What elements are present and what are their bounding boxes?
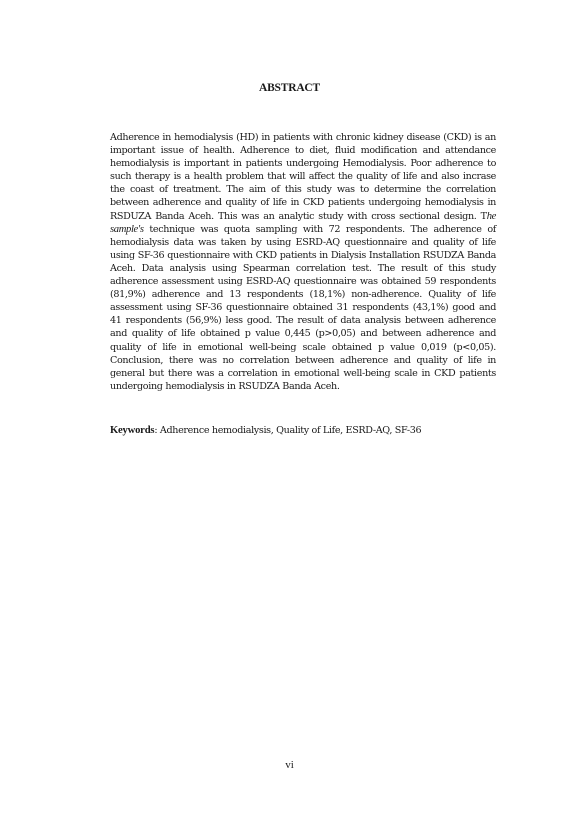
keywords-line <box>110 424 496 437</box>
abstract-body <box>110 131 496 393</box>
abstract-title: ABSTRACT <box>258 82 321 94</box>
abstract-text-part-1: Adherence in hemodialysis (HD) in patients with chronic kidney disease (CKD) is an important issue of health. Adherence to diet, fluid modification and attendance hemodialysis is important in patients undergoing Hemodialysis. Poor adherence to such therapy is a health problem that will affect the quality of life and also incrase the coast of treatment. The aim of this study was to determine the correlation between adherence and quality of life in CKD patients undergoing hemodialysis in RSDUZA Banda Aceh. This was an analytic study with cross sectional design. T <box>110 132 496 222</box>
page-number: vi <box>285 759 294 771</box>
keywords-text: Adherence hemodialysis, Quality of Life, ESRD-AQ, SF-36 <box>157 425 422 436</box>
keywords-separator: : <box>154 425 158 436</box>
abstract-text-part-2: technique was quota sampling with 72 respondents. The adherence of hemodialysis data was taken by using ESRD-AQ questionnaire and quality of life using SF-36 questionnaire with CKD patients in Dialysis Installation RSUDZA Banda Aceh. Data analysis using Spearman correlation test. The result of this study adherence assessment using ESRD-AQ questionnaire was obtained 59 respondents (81,9%) adherence and 13 respondents (18,1%) non-adherence. Quality of life assessment using SF-36 questionnaire obtained 31 respondents (43,1%) good and 41 respondents (56,9%) less good. The result of data analysis between adherence and quality of life obtained p value 0,445 (p>0,05) and between adherence and quality of life in emotional well-being scale obtained p value 0,019 (p<0,05). Conclusion, there was no correlation between adherence and quality of life in general but there was a correlation in emotional well-being scale in CKD patients undergoing hemodialysis in RSUDZA Banda Aceh. <box>110 223 496 392</box>
abstract-text-italic: he sample's <box>110 210 496 235</box>
keywords-label: Keywords <box>110 425 155 436</box>
